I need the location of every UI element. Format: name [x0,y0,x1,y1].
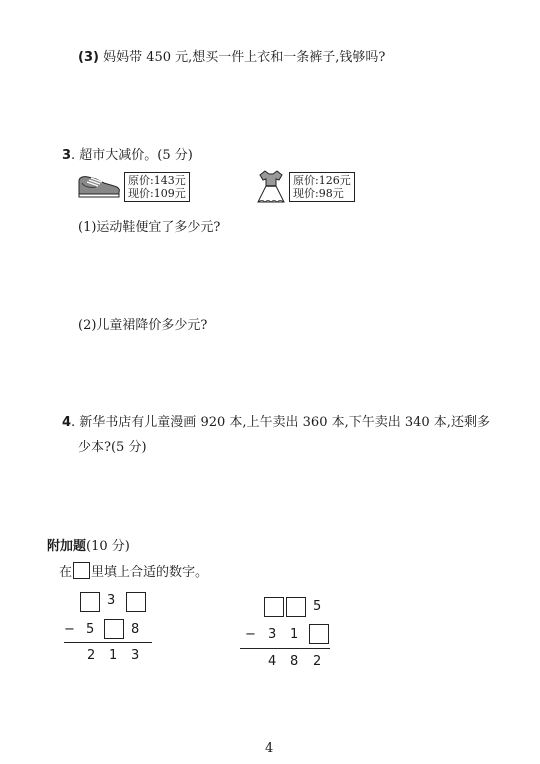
question-number: (3) [78,50,99,65]
original-price: 原价:143元 [128,174,186,187]
question-3-title [62,144,193,163]
shoe-icon [76,173,122,199]
answer-box[interactable] [309,624,329,644]
question-text: . 超市大减价。(5 分) [71,148,193,163]
question-2-3 [78,46,385,65]
instruction-prefix: 在 [59,565,73,580]
digit: 2 [87,648,96,663]
digit: 8 [131,622,140,637]
digit: 3 [107,593,116,608]
dress-price-tag [289,172,355,202]
digit: 8 [290,654,299,669]
digit: 1 [109,648,118,663]
bonus-title [47,535,130,554]
digit: 2 [313,654,322,669]
question-4-line-2: 少本?(5 分) [78,440,147,455]
question-text: . 新华书店有儿童漫画 920 本,上午卖出 360 本,下午卖出 340 本,还剩多 [71,415,490,430]
current-price: 现价:98元 [293,187,344,200]
question-3-sub-1: (1)运动鞋便宜了多少元? [78,220,221,235]
instruction-suffix: 里填上合适的数字。 [91,565,209,580]
question-number: 3 [62,148,72,163]
bonus-score: (10 分) [86,539,130,554]
question-text: 妈妈带 450 元,想买一件上衣和一条裤子,钱够吗? [103,50,386,65]
current-price: 现价:109元 [128,187,186,200]
digit: 5 [86,622,95,637]
question-4-line-1 [62,411,490,430]
sample-box [73,562,90,579]
bonus-instruction [59,561,208,580]
digit: 3 [131,648,140,663]
question-3-sub-2: (2)儿童裙降价多少元? [78,318,208,333]
answer-box[interactable] [126,592,146,612]
page-number: 4 [265,741,274,756]
question-number: 4 [62,415,72,430]
digit: 3 [268,627,277,642]
answer-box[interactable] [264,597,284,617]
digit: 4 [268,654,277,669]
sum-line [240,648,330,649]
bonus-heading: 附加题 [47,539,87,554]
sum-line [64,642,152,643]
minus-sign: − [64,622,75,637]
minus-sign: − [245,627,256,642]
digit: 5 [313,599,322,614]
answer-box[interactable] [104,619,124,639]
answer-box[interactable] [80,592,100,612]
shoe-price-tag [124,172,190,202]
digit: 1 [290,627,299,642]
original-price: 原价:126元 [293,174,351,187]
answer-box[interactable] [286,597,306,617]
dress-icon [254,169,288,205]
